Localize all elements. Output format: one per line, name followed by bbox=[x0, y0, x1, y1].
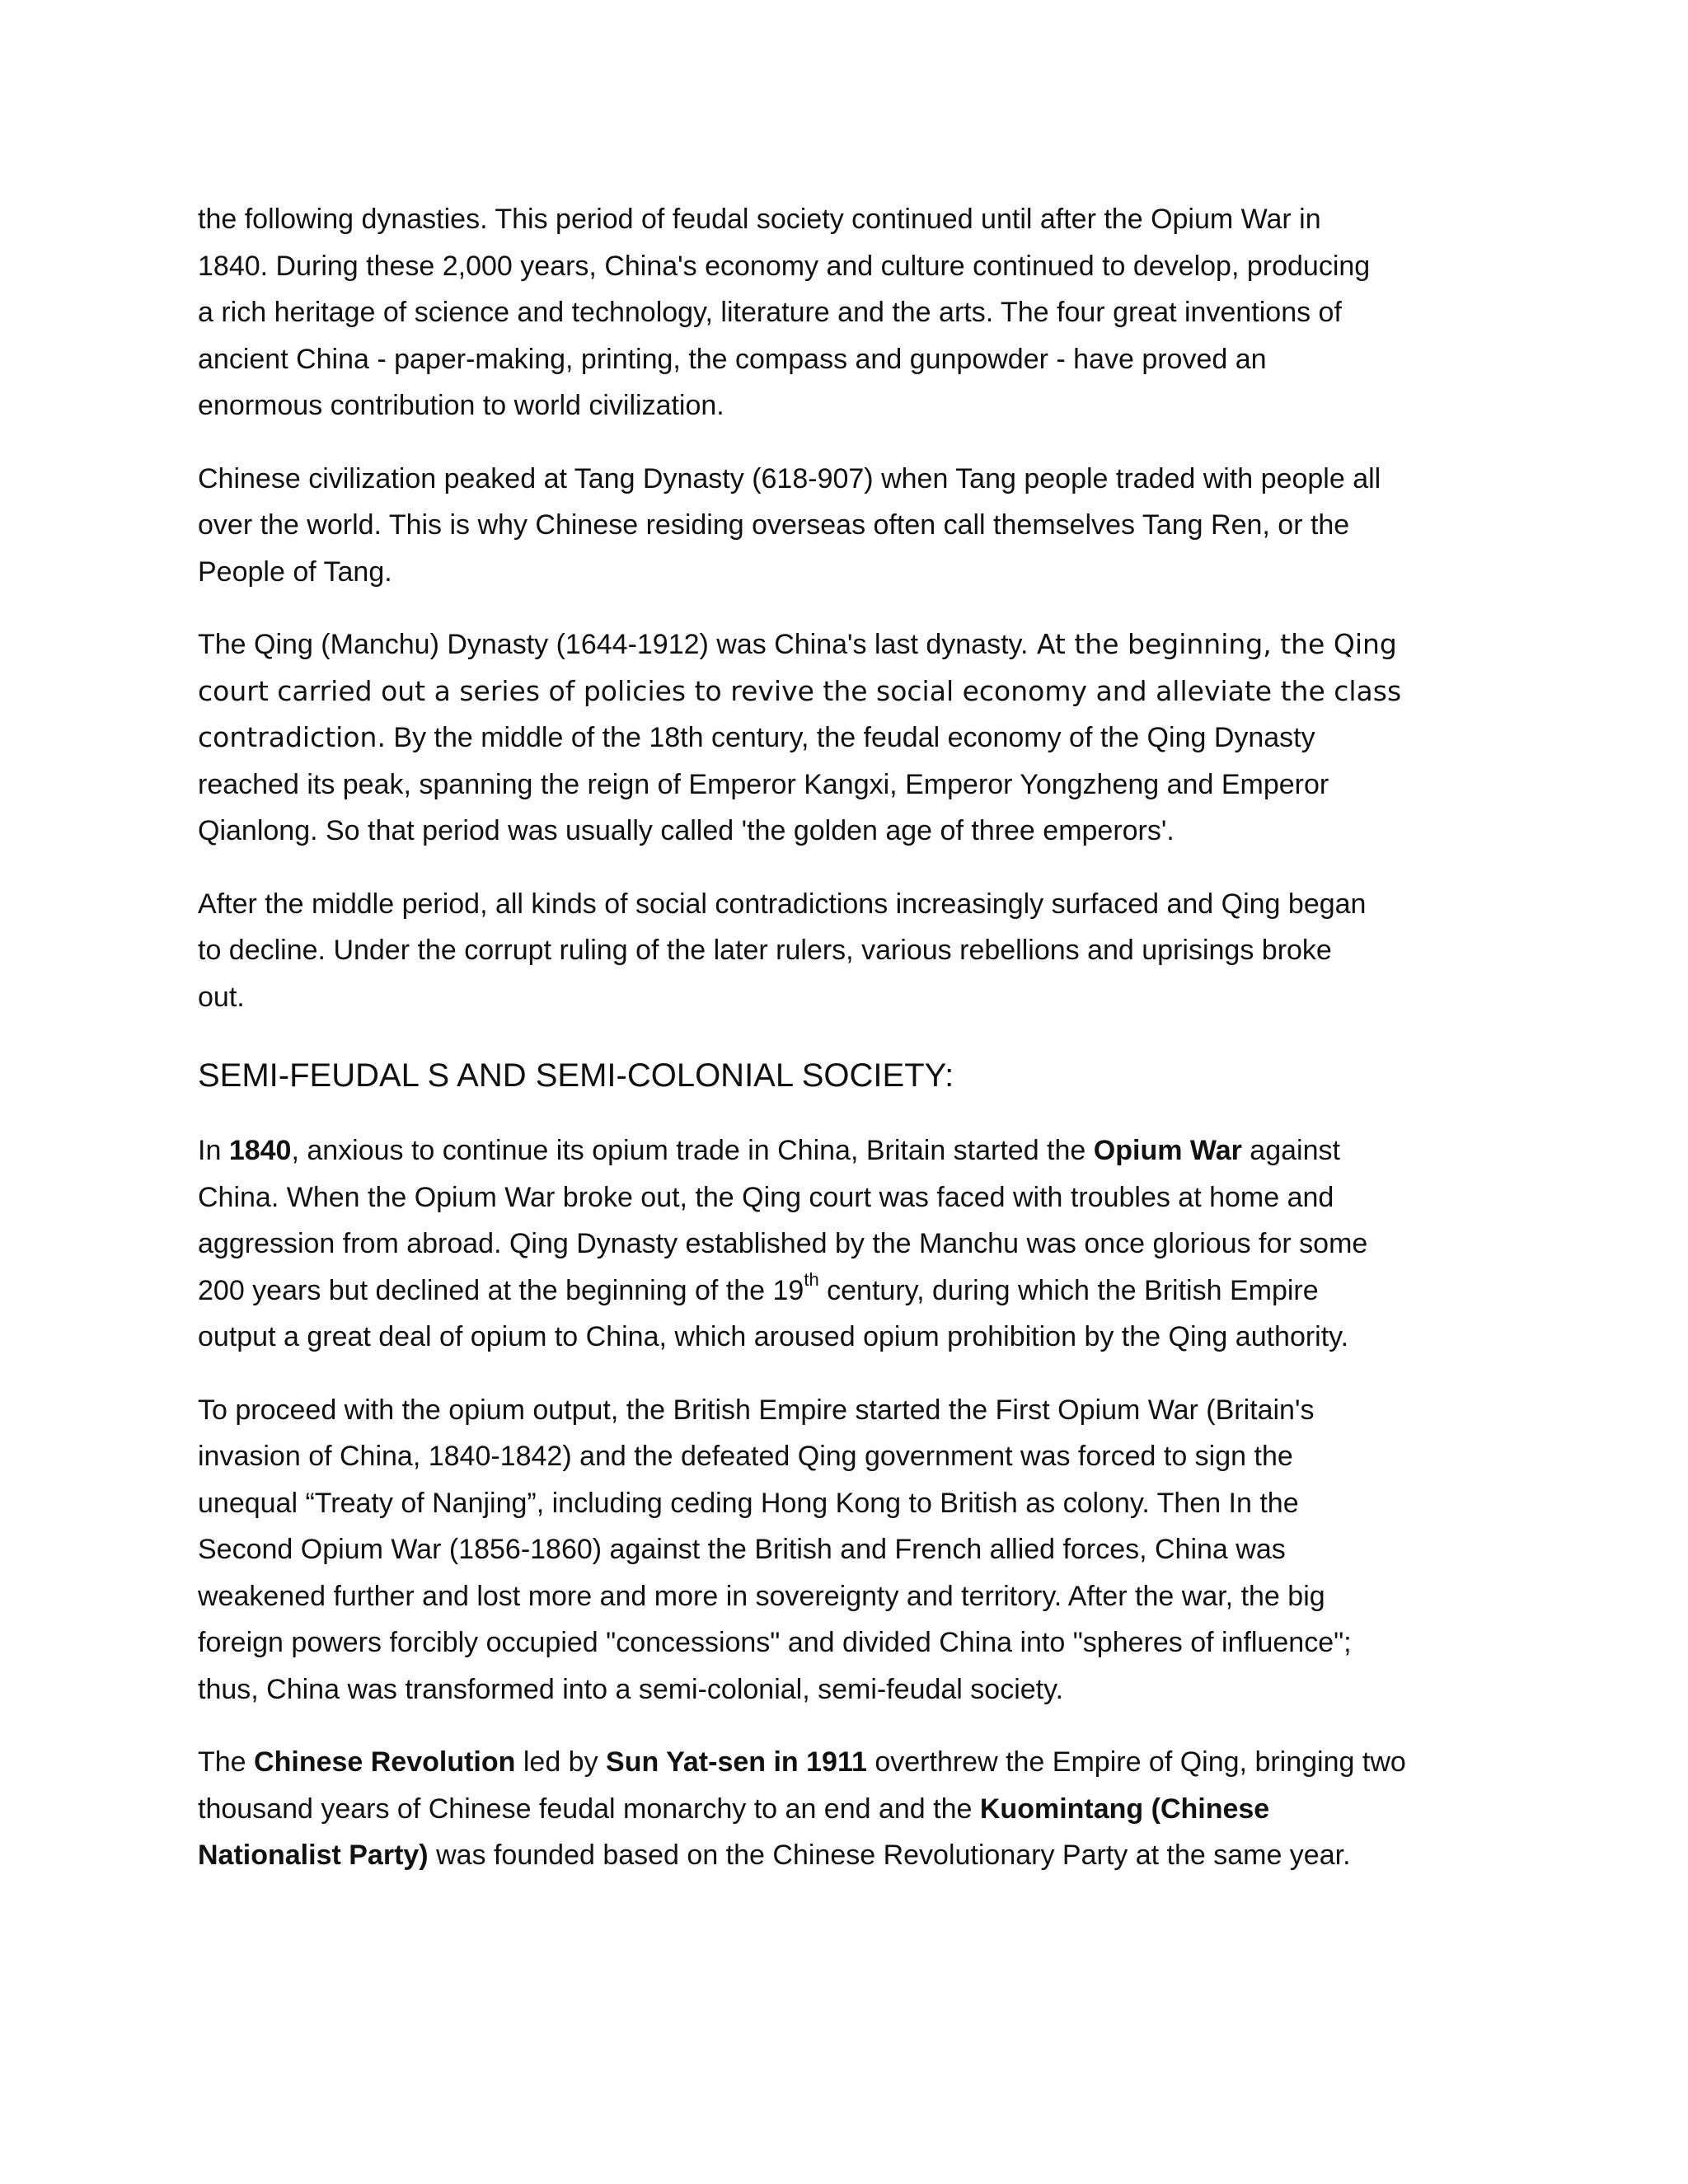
superscript: th bbox=[804, 1269, 819, 1291]
paragraph-dynasties bbox=[198, 196, 1500, 429]
text-run: overthrew the Empire of Qing, bringing two bbox=[866, 1746, 1406, 1778]
bold-term: Nationalist Party) bbox=[198, 1840, 429, 1871]
text-line: People of Tang. bbox=[198, 555, 392, 588]
bold-term: Opium War bbox=[1093, 1135, 1242, 1166]
text-line: out. bbox=[198, 981, 245, 1013]
text-line: After the middle period, all kinds of social contradictions increasingly surfaced and Qing began bbox=[198, 888, 1367, 920]
text-run: thousand years of Chinese feudal monarchy to an end and the bbox=[198, 1793, 980, 1825]
text-line: thus, China was transformed into a semi-colonial, semi-feudal society. bbox=[198, 1673, 1064, 1705]
text-line bbox=[198, 1832, 1500, 1879]
paragraph-tang-dynasty bbox=[198, 456, 1500, 596]
bold-year: 1840 bbox=[228, 1135, 292, 1166]
text-line bbox=[198, 715, 1500, 762]
text-line: reached its peak, spanning the reign of Emperor Kangxi, Emperor Yongzheng and Emperor bbox=[198, 768, 1329, 800]
bold-term: Sun Yat-sen in 1911 bbox=[606, 1746, 867, 1778]
text-line: To proceed with the opium output, the British Empire started the First Opium War (Britain's bbox=[198, 1394, 1315, 1426]
text-line: weakened further and lost more and more in sovereignty and territory. After the war, the big bbox=[198, 1580, 1325, 1612]
text-line bbox=[198, 1739, 1500, 1786]
text-line: a rich heritage of science and technology, literature and the arts. The four great inventions of bbox=[198, 297, 1342, 328]
paragraph-opium-war bbox=[198, 1127, 1500, 1361]
text-line: Qianlong. So that period was usually called 'the golden age of three emperors'. bbox=[198, 815, 1175, 846]
paragraph-chinese-revolution bbox=[198, 1739, 1500, 1879]
text-line: the following dynasties. This period of feudal society continued until after the Opium War in bbox=[198, 204, 1321, 235]
text-line: foreign powers forcibly occupied "concessions" and divided China into "spheres of influence"; bbox=[198, 1627, 1352, 1658]
document-page bbox=[198, 196, 1500, 1905]
text-run: The Qing (Manchu) Dynasty (1644-1912) was China's last dynasty. bbox=[198, 629, 1029, 660]
bold-term: Kuomintang (Chinese bbox=[979, 1793, 1270, 1825]
text-run: , anxious to continue its opium trade in China, Britain started the bbox=[291, 1135, 1094, 1166]
text-line bbox=[198, 1786, 1500, 1833]
text-line: Chinese civilization peaked at Tang Dynasty (618-907) when Tang people traded with people all bbox=[198, 462, 1381, 494]
bold-term: Chinese Revolution bbox=[254, 1746, 516, 1778]
text-run: In bbox=[198, 1135, 229, 1166]
paragraph-qing-dynasty bbox=[198, 621, 1500, 855]
text-line: enormous contribution to world civilization. bbox=[198, 390, 724, 421]
text-line: China. When the Opium War broke out, the Qing court was faced with troubles at home and bbox=[198, 1181, 1334, 1213]
text-line bbox=[198, 1127, 1500, 1174]
text-line: over the world. This is why Chinese residing overseas often call themselves Tang Ren, or the bbox=[198, 509, 1350, 541]
paragraph-qing-decline bbox=[198, 881, 1500, 1021]
text-run: led by bbox=[515, 1746, 607, 1778]
text-run: against bbox=[1241, 1135, 1340, 1166]
text-run: At the beginning, the Qing bbox=[1028, 628, 1397, 660]
text-run: 200 years but declined at the beginning of the 19 bbox=[198, 1274, 804, 1306]
text-line: ancient China - paper-making, printing, the compass and gunpowder - have proved an bbox=[198, 343, 1267, 375]
text-line: output a great deal of opium to China, which aroused opium prohibition by the Qing authority. bbox=[198, 1321, 1349, 1352]
text-line: court carried out a series of policies to revive the social economy and alleviate the class bbox=[198, 674, 1402, 707]
text-line: Second Opium War (1856-1860) against the British and French allied forces, China was bbox=[198, 1534, 1286, 1565]
text-line: invasion of China, 1840-1842) and the defeated Qing government was forced to sign the bbox=[198, 1441, 1293, 1472]
text-line: to decline. Under the corrupt ruling of the later rulers, various rebellions and uprisings broke bbox=[198, 935, 1332, 966]
text-line: aggression from abroad. Qing Dynasty established by the Manchu was once glorious for some bbox=[198, 1228, 1368, 1259]
text-run: was founded based on the Chinese Revolutionary Party at the same year. bbox=[428, 1840, 1351, 1871]
text-run: contradiction. bbox=[198, 721, 386, 753]
section-heading: SEMI-FEUDAL S AND SEMI-COLONIAL SOCIETY: bbox=[198, 1057, 954, 1094]
text-line: unequal “Treaty of Nanjing”, including ceding Hong Kong to British as colony. Then In the bbox=[198, 1487, 1299, 1519]
text-line bbox=[198, 621, 1500, 668]
paragraph-first-opium-war bbox=[198, 1387, 1500, 1713]
text-line bbox=[198, 1268, 1500, 1315]
text-line: 1840. During these 2,000 years, China's economy and culture continued to develop, producing bbox=[198, 250, 1371, 282]
text-run: By the middle of the 18th century, the feudal economy of the Qing Dynasty bbox=[385, 722, 1315, 753]
text-run: century, during which the British Empire bbox=[818, 1274, 1319, 1306]
text-run: The bbox=[198, 1746, 255, 1778]
